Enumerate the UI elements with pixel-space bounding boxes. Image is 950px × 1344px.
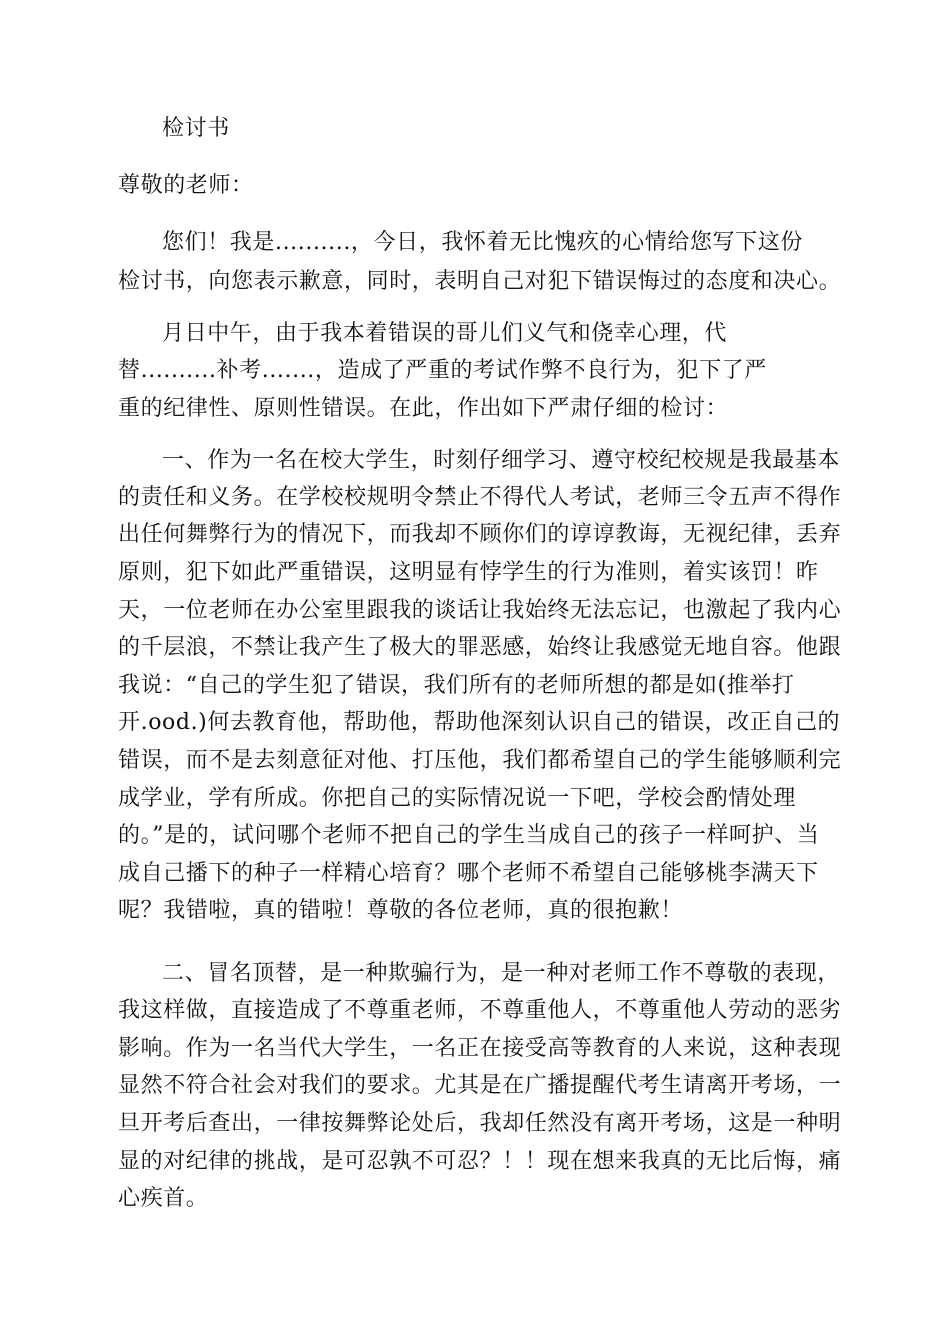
salutation: 尊敬的老师： — [118, 173, 254, 198]
paragraph-line: 影响。作为一名当代大学生，一名正在接受高等教育的人来说，这种表现 — [118, 1036, 842, 1061]
paragraph-line: 原则，犯下如此严重错误，这明显有悖学生的行为准则，着实该罚！昨 — [118, 560, 819, 585]
paragraph-line: 您们！我是..........，今日，我怀着无比愧疚的心情给您写下这份 — [162, 230, 803, 255]
paragraph-line: 月日中午，由于我本着错误的哥儿们义气和侥幸心理，代 — [162, 321, 728, 346]
paragraph-line: 一、作为一名在校大学生，时刻仔细学习、遵守校纪校规是我最基本 — [162, 448, 841, 473]
paragraph-line: 检讨书，向您表示歉意，同时，表明自己对犯下错误悔过的态度和决心。 — [118, 269, 842, 294]
paragraph-line: 出任何舞弊行为的情况下，而我却不顾你们的谆谆教诲，无视纪律，丢弃 — [118, 522, 842, 547]
paragraph-line: 替..........补考.......，造成了严重的考试作弊不良行为，犯下了严 — [118, 358, 767, 383]
paragraph-line: 重的纪律性、原则性错误。在此，作出如下严肃仔细的检讨： — [118, 396, 729, 421]
paragraph-line: 错误，而不是去刻意征对他、打压他，我们都希望自己的学生能够顺利完 — [118, 748, 842, 773]
paragraph-line: 的千层浪，不禁让我产生了极大的罪恶感，始终让我感觉无地自容。他跟 — [118, 635, 842, 660]
paragraph-line: 天，一位老师在办公室里跟我的谈话让我始终无法忘记，也激起了我内心 — [118, 598, 842, 623]
paragraph-line: 显然不符合社会对我们的要求。尤其是在广播提醒代考生请离开考场，一 — [118, 1073, 842, 1098]
document-title: 检讨书 — [162, 116, 230, 141]
paragraph-line: 成自己播下的种子一样精心培育？哪个老师不希望自己能够桃李满天下 — [118, 861, 819, 886]
paragraph-line: 成学业，学有所成。你把自己的实际情况说一下吧，学校会酌情处理 — [118, 786, 797, 811]
paragraph-line: 二、冒名顶替，是一种欺骗行为，是一种对老师工作不尊敬的表现， — [162, 961, 841, 986]
paragraph-line: 心疾首。 — [118, 1186, 209, 1211]
paragraph-line: 的。”是的，试问哪个老师不把自己的学生当成自己的孩子一样呵护、当 — [118, 823, 820, 848]
paragraph-line: 我说：“自己的学生犯了错误，我们所有的老师所想的都是如(推举打 — [118, 673, 795, 698]
paragraph-line: 旦开考后查出，一律按舞弊论处后，我却任然没有离开考场，这是一种明 — [118, 1111, 842, 1136]
paragraph-line: 的责任和义务。在学校校规明令禁止不得代人考试，老师三令五声不得作 — [118, 485, 842, 510]
paragraph-line: 开.ood.)何去教育他，帮助他，帮助他深刻认识自己的错误，改正自己的 — [118, 710, 841, 735]
paragraph-line: 呢？我错啦，真的错啦！尊敬的各位老师，真的很抱歉！ — [118, 898, 684, 923]
paragraph-line: 显的对纪律的挑战，是可忍孰不可忍？！！现在想来我真的无比后悔，痛 — [118, 1149, 842, 1174]
paragraph-line: 我这样做，直接造成了不尊重老师，不尊重他人，不尊重他人劳动的恶劣 — [118, 998, 842, 1023]
